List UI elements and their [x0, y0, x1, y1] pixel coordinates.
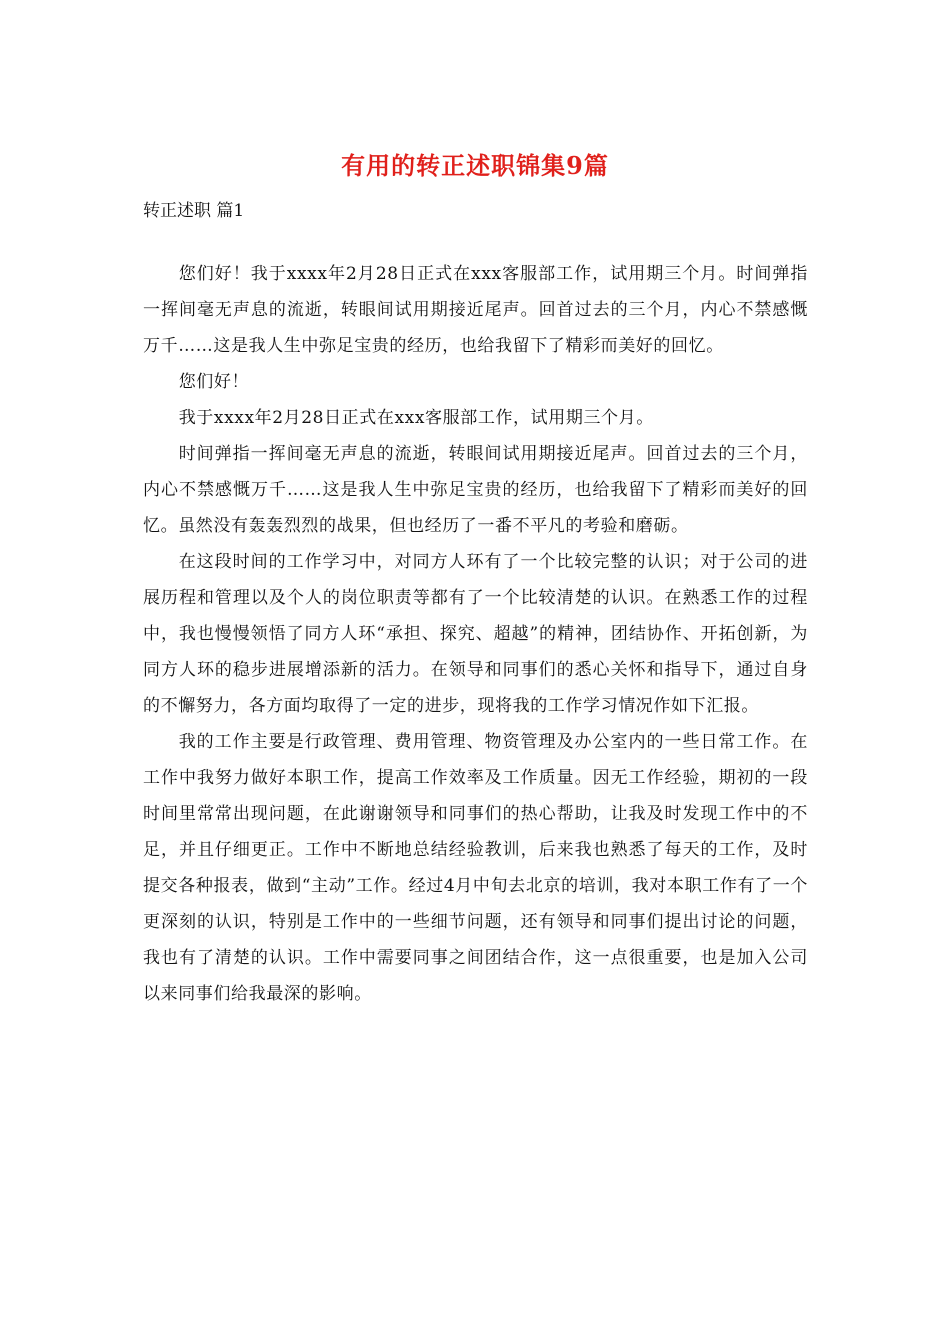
paragraph: 您们好！ [178, 372, 250, 392]
paragraph: 在这段时间的工作学习中，对同方人环有了一个比较完整的认识；对于公司的进展历程和管理以及个人的岗位职责等都有了一个比较清楚的认识。在熟悉工作的过程中，我也慢慢领悟了同方人环“承担、探究、超越”的精神，团结协作、开拓创新，为同方人环的稳步进展增添新的活力。在领导和同事们的悉心关怀和指导下，通过自身的不懈努力，各方面均取得了一定的进步，现将我的工作学习情况作如下汇报。 [143, 552, 808, 716]
section-heading: 转正述职 篇1 [143, 201, 245, 221]
document-title: 有用的转正述职锦集9篇 [341, 151, 609, 180]
paragraph: 我于xxxx年2月28日正式在xxx客服部工作，试用期三个月。 [178, 408, 654, 428]
paragraph: 您们好！我于xxxx年2月28日正式在xxx客服部工作，试用期三个月。时间弹指一挥间毫无声息的流逝，转眼间试用期接近尾声。回首过去的三个月，内心不禁感慨万千……这是我人生中弥足宝贵的经历，也给我留下了精彩而美好的回忆。 [143, 264, 808, 356]
paragraph: 时间弹指一挥间毫无声息的流逝，转眼间试用期接近尾声。回首过去的三个月，内心不禁感慨万千……这是我人生中弥足宝贵的经历，也给我留下了精彩而美好的回忆。虽然没有轰轰烈烈的战果，但也经历了一番不平凡的考验和磨砺。 [143, 444, 808, 536]
paragraph: 我的工作主要是行政管理、费用管理、物资管理及办公室内的一些日常工作。在工作中我努力做好本职工作，提高工作效率及工作质量。因无工作经验，期初的一段时间里常常出现问题，在此谢谢领导和同事们的热心帮助，让我及时发现工作中的不足，并且仔细更正。工作中不断地总结经验教训，后来我也熟悉了每天的工作，及时提交各种报表，做到“主动”工作。经过4月中旬去北京的培训，我对本职工作有了一个更深刻的认识，特别是工作中的一些细节问题，还有领导和同事们提出讨论的问题，我也有了清楚的认识。工作中需要同事之间团结合作，这一点很重要，也是加入公司以来同事们给我最深的影响。 [143, 732, 808, 1004]
document-body [143, 256, 808, 1012]
